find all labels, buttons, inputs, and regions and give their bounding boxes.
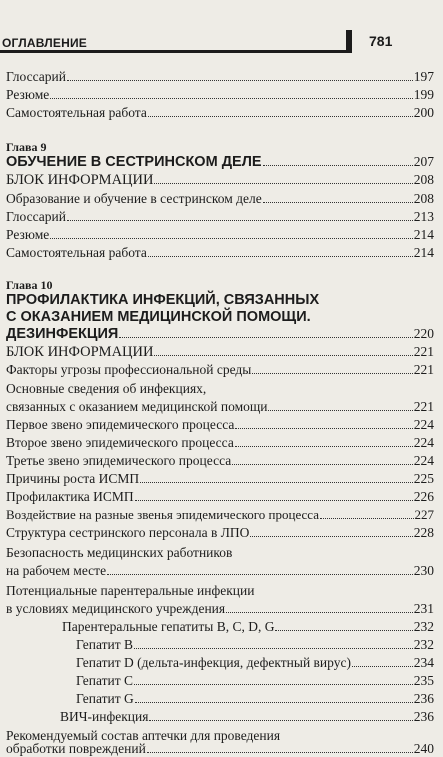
header-bar (346, 30, 352, 53)
toc-entry-title: Факторы угрозы профессиональной среды (6, 362, 252, 377)
dot-leader (252, 362, 412, 374)
toc-entry (76, 655, 434, 671)
toc-entry-title: Второе звено эпидемического процесса (6, 435, 234, 450)
toc-entry-title: ВИЧ-инфекция (60, 709, 149, 724)
toc-entry-page: 232 (413, 619, 434, 634)
toc-entry-page: 228 (413, 525, 434, 540)
toc-entry-page: 224 (413, 435, 434, 450)
toc-entry-title: Структура сестринского персонала в ЛПО (6, 525, 250, 540)
toc-entry-title: Глоссарий (6, 209, 66, 224)
toc-entry-page: 225 (413, 471, 434, 486)
toc-entry-title: Профилактика ИСМП (6, 489, 134, 504)
dot-leader (50, 227, 412, 239)
toc-entry (76, 673, 434, 689)
toc-entry-title: Глоссарий (6, 69, 66, 84)
dot-leader (235, 435, 413, 447)
toc-entry-title: Рекомендуемый состав аптечки для проведения (6, 728, 281, 743)
header-title: ОГЛАВЛЕНИЕ (2, 36, 88, 50)
dot-leader (135, 691, 413, 703)
dot-leader (119, 326, 412, 338)
toc-entry-page: 240 (413, 741, 434, 756)
toc-entry-chapter-title (6, 154, 434, 170)
toc-entry (6, 435, 434, 451)
toc-entry-page: 236 (413, 709, 434, 724)
chapter-label: Глава 10 (6, 278, 53, 292)
toc-entry-page: 235 (413, 673, 434, 688)
toc-entry (6, 399, 434, 415)
toc-entry-title: БЛОК ИНФОРМАЦИИ (6, 172, 154, 188)
dot-leader (154, 172, 412, 184)
toc-entry (6, 453, 434, 469)
toc-entry (6, 471, 434, 487)
toc-entry-page: 232 (413, 637, 434, 652)
toc-entry-title: в условиях медицинского учреждения (6, 601, 226, 616)
toc-entry-page: 234 (413, 655, 434, 670)
toc-entry-page: 220 (413, 326, 434, 341)
dot-leader (134, 637, 413, 649)
dot-leader (250, 525, 412, 537)
toc-entry-page: 221 (413, 362, 434, 377)
toc-entry-title: Самостоятельная работа (6, 245, 147, 260)
toc-entry-title: обработки повреждений (6, 741, 146, 756)
dot-leader (148, 245, 413, 257)
toc-entry-page: 208 (413, 172, 434, 187)
toc-entry-page: 224 (413, 453, 434, 468)
toc-entry-title: Гепатит B (76, 637, 134, 652)
toc-entry-page: 207 (413, 154, 434, 169)
chapter-label: Глава 9 (6, 140, 47, 154)
toc-entry-page: 230 (413, 563, 434, 578)
toc-entry (6, 245, 434, 261)
dot-leader (232, 453, 413, 465)
toc-entry (6, 191, 434, 207)
toc-entry-page: 226 (413, 489, 434, 504)
toc-entry (6, 489, 434, 505)
dot-leader (67, 209, 413, 221)
toc-entry (6, 525, 434, 541)
toc-entry (6, 69, 434, 85)
toc-entry-title: Самостоятельная работа (6, 105, 147, 120)
dot-leader (148, 105, 413, 117)
toc-entry-page: 236 (413, 691, 434, 706)
toc-entry-page: 231 (413, 601, 434, 616)
toc-entry-title: Потенциальные парентеральные инфекции (6, 583, 255, 598)
dot-leader (67, 69, 413, 81)
dot-leader (50, 87, 412, 99)
toc-entry-page: 199 (413, 87, 434, 102)
toc-entry (6, 209, 434, 225)
toc-entry-title: Третье звено эпидемического процесса (6, 453, 232, 468)
dot-leader (320, 507, 413, 519)
toc-entry-title: Воздействие на разные звенья эпидемического процесса (6, 507, 320, 522)
toc-entry-title: ОБУЧЕНИЕ В СЕСТРИНСКОМ ДЕЛЕ (6, 154, 262, 170)
toc-entry-page: 213 (413, 209, 434, 224)
toc-entry-title: Парентеральные гепатиты B, C, D, G (62, 619, 275, 634)
dot-leader (268, 399, 412, 411)
chapter-heading-line: С ОКАЗАНИЕМ МЕДИЦИНСКОЙ ПОМОЩИ. (6, 309, 311, 325)
dot-leader (352, 655, 413, 667)
toc-entry (60, 709, 434, 725)
toc-entry-page: 214 (413, 245, 434, 260)
dot-leader (140, 471, 413, 483)
header-rule (0, 50, 352, 53)
toc-entry (6, 344, 434, 360)
toc-entry (76, 637, 434, 653)
toc-entry-page: 221 (413, 344, 434, 359)
toc-entry-title: Резюме (6, 87, 50, 102)
toc-entry-title: ДЕЗИНФЕКЦИЯ (6, 326, 119, 342)
running-header (0, 30, 443, 54)
toc-entry (6, 601, 434, 617)
dot-leader (263, 191, 413, 203)
toc-entry (6, 741, 434, 757)
dot-leader (149, 709, 412, 721)
toc-entry (76, 691, 434, 707)
dot-leader (226, 601, 413, 613)
dot-leader (147, 741, 413, 753)
dot-leader (135, 489, 413, 501)
toc-entry (6, 362, 434, 378)
chapter-heading-line: ПРОФИЛАКТИКА ИНФЕКЦИЙ, СВЯЗАННЫХ (6, 292, 320, 308)
toc-entry-title: Гепатит C (76, 673, 134, 688)
dot-leader (134, 673, 413, 685)
toc-entry-page: 200 (413, 105, 434, 120)
toc-entry-title: Первое звено эпидемического процесса (6, 417, 235, 432)
toc-entry (62, 619, 434, 635)
dot-leader (154, 344, 412, 356)
toc-entry-page: 214 (413, 227, 434, 242)
toc-entry-title: Причины роста ИСМП (6, 471, 140, 486)
dot-leader (263, 154, 413, 166)
toc-entry-title: Резюме (6, 227, 50, 242)
toc-entry-page: 224 (413, 417, 434, 432)
toc-entry (6, 227, 434, 243)
toc-entry-title: Безопасность медицинских работников (6, 545, 233, 560)
toc-entry (6, 172, 434, 188)
page-number: 781 (369, 33, 393, 49)
toc-entry-title: Основные сведения об инфекциях, (6, 381, 207, 396)
toc-entry (6, 105, 434, 121)
toc-entry (6, 417, 434, 433)
dot-leader (107, 563, 413, 575)
toc-entry-page: 208 (413, 191, 434, 206)
toc-entry-title: Образование и обучение в сестринском деле (6, 191, 262, 206)
toc-entry-chapter-title (6, 326, 434, 342)
toc-entry-title: связанных с оказанием медицинской помощи (6, 399, 268, 414)
toc-entry (6, 507, 434, 523)
toc-entry-page: 227 (414, 507, 434, 522)
toc-entry-page: 197 (413, 69, 434, 84)
toc-entry-title: на рабочем месте (6, 563, 107, 578)
toc-entry (6, 563, 434, 579)
toc-entry-title: БЛОК ИНФОРМАЦИИ (6, 344, 154, 360)
toc-entry (6, 87, 434, 103)
dot-leader (275, 619, 412, 631)
dot-leader (235, 417, 412, 429)
toc-entry-title: Гепатит G (76, 691, 134, 706)
toc-entry-page: 221 (413, 399, 434, 414)
toc-entry-title: Гепатит D (дельта-инфекция, дефектный вирус) (76, 655, 351, 670)
